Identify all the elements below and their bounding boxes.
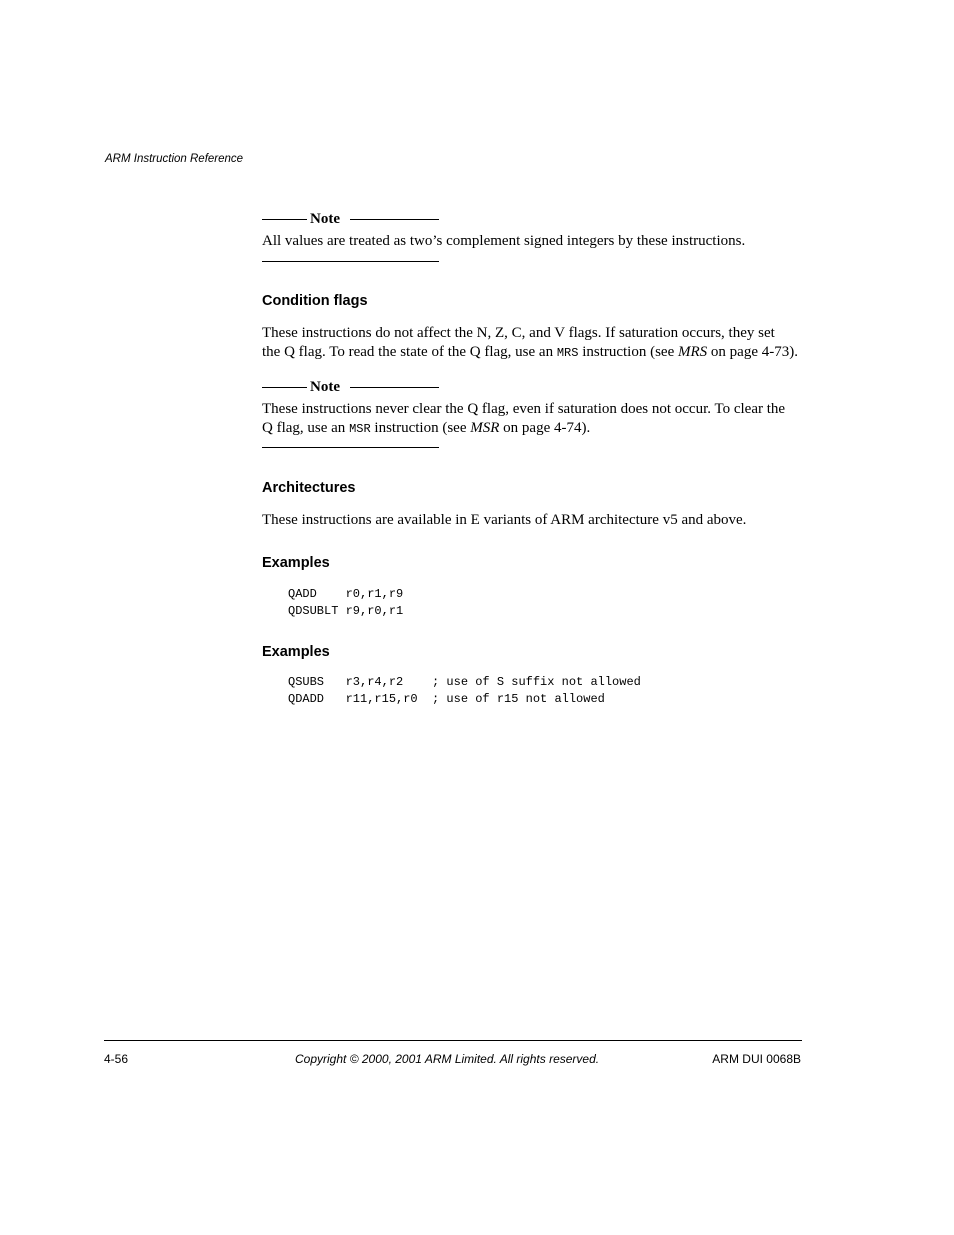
text-run: instruction (see (370, 420, 471, 436)
note-heading (262, 210, 439, 228)
page-number: 4-56 (104, 1052, 129, 1066)
text-run: on page 4-73). (707, 344, 798, 360)
note-rule-left (262, 219, 307, 220)
inline-code: MSR (349, 422, 371, 436)
condition-flags-paragraph (262, 324, 807, 363)
note-rule-left (262, 387, 307, 388)
document-id: ARM DUI 0068B (712, 1052, 801, 1066)
architectures-paragraph: These instructions are available in E variants of ARM architecture v5 and above. (262, 512, 747, 528)
section-heading-examples: Examples (262, 644, 330, 660)
paragraph-line (262, 419, 807, 439)
note-label: Note (310, 211, 340, 227)
text-run: instruction (see (578, 344, 678, 360)
note-end-rule (262, 447, 439, 448)
text-run: Q flag, use an (262, 420, 350, 436)
paragraph-line: These instructions never clear the Q flag, even if saturation does not occur. To clear the (262, 401, 786, 417)
note-heading (262, 378, 439, 396)
inline-code: MRS (556, 346, 579, 360)
section-heading-condition-flags: Condition flags (262, 293, 368, 309)
note-text (262, 400, 807, 439)
note-rule-right (350, 387, 439, 388)
section-heading-architectures: Architectures (262, 480, 356, 496)
note-text: All values are treated as two’s complement signed integers by these instructions. (262, 233, 746, 249)
paragraph-line (262, 343, 807, 363)
paragraph-line: These instructions do not affect the N, Z, C, and V flags. If saturation occurs, they set (262, 325, 775, 341)
note-end-rule (262, 261, 439, 262)
text-run: the Q flag. To read the state of the Q flag, use an (262, 344, 557, 360)
section-heading-examples: Examples (262, 555, 330, 571)
footer-rule (104, 1040, 802, 1041)
note-rule-right (350, 219, 439, 220)
text-run: on page 4-74). (499, 420, 591, 436)
note-label: Note (310, 379, 340, 395)
running-header: ARM Instruction Reference (105, 153, 244, 165)
code-block: QADD r0,r1,r9 QDSUBLT r9,r0,r1 (288, 587, 404, 618)
cross-reference: MRS (678, 344, 708, 360)
code-block: QSUBS r3,r4,r2 ; use of S suffix not allowed QDADD r11,r15,r0 ; use of r15 not allowed (288, 675, 641, 706)
copyright-notice: Copyright © 2000, 2001 ARM Limited. All rights reserved. (295, 1052, 600, 1066)
cross-reference: MSR (470, 420, 500, 436)
